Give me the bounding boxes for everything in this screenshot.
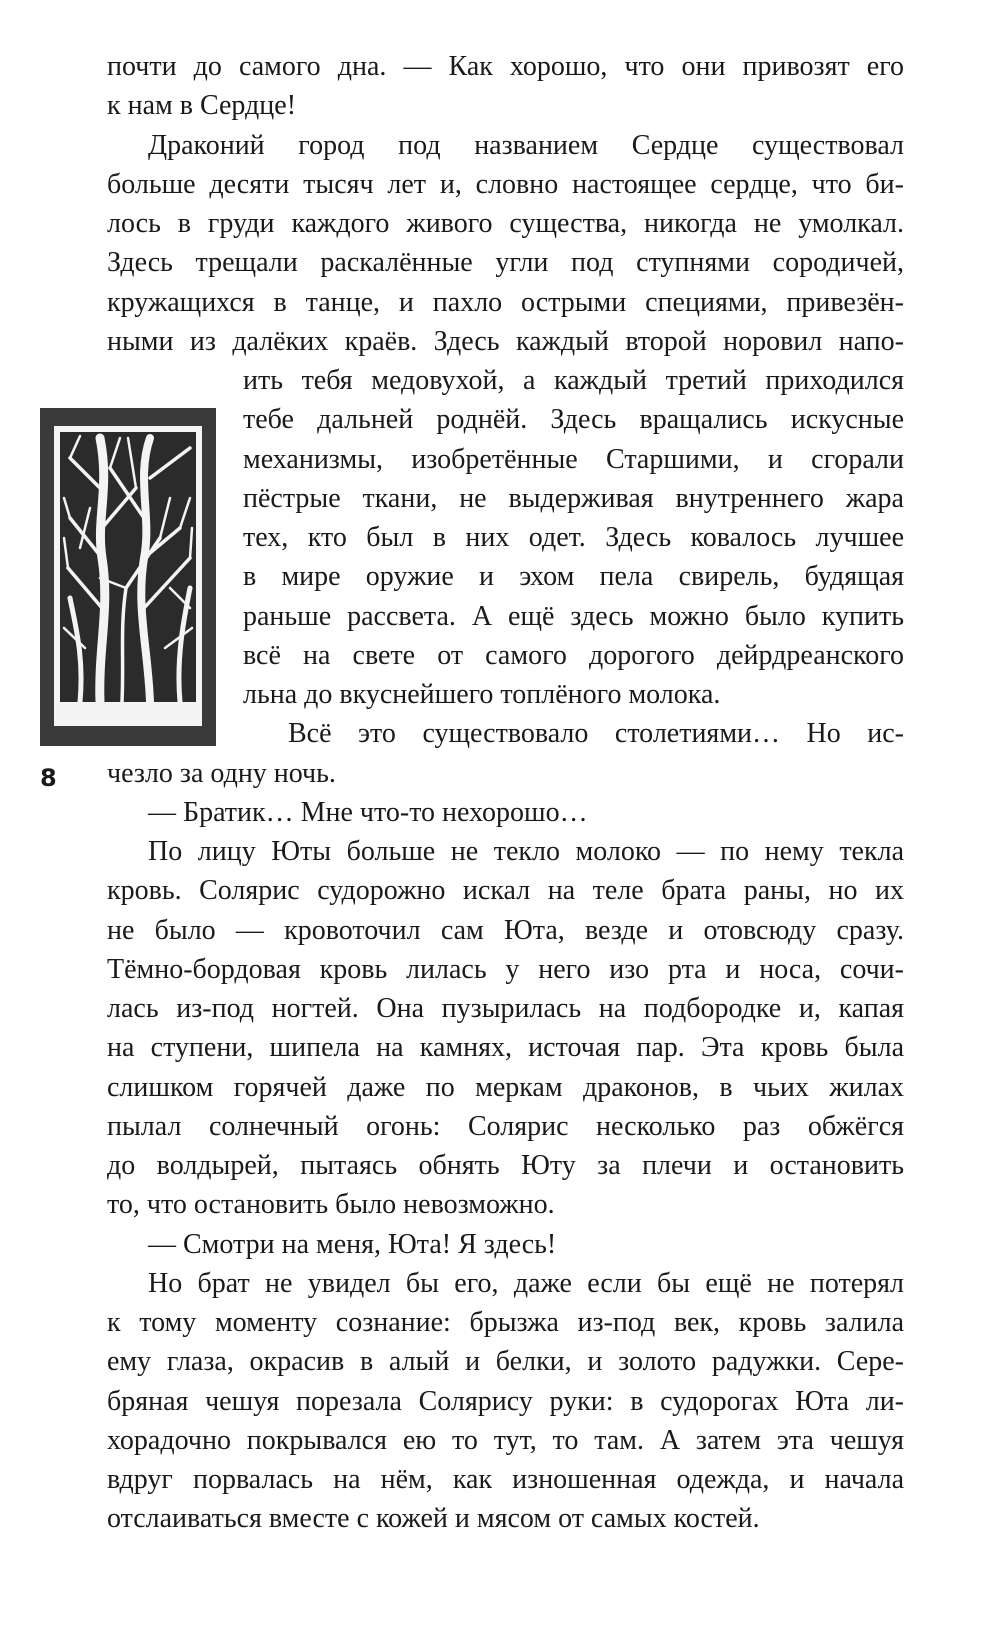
text-line [107,1185,904,1224]
text-line-content: По лицу Юты больше не текло молоко — по нему текла [148,836,904,867]
text-line-content: то, что остановить было невозможно. [107,1189,555,1221]
text-line-content: к нам в Сердце! [107,90,297,122]
text-line [107,400,904,439]
text-line-content: на ступени, шипела на камнях, источая пар. Эта кровь была [107,1032,904,1064]
text-line [107,1225,904,1264]
text-line [107,832,904,871]
text-line-content: Но брат не увидел бы его, даже если бы ещё не потерял [148,1267,904,1299]
text-line [107,1499,904,1538]
text-line [107,204,904,243]
text-line [107,518,904,557]
text-line-content: лась из-под ногтей. Она пузырилась на подбородке и, капая [107,993,904,1024]
text-line-content: ему глаза, окрасив в алый и белки, и золото радужки. Сере- [107,1346,904,1378]
text-line [107,793,904,832]
text-line [107,911,904,950]
text-line-content: раньше рассвета. А ещё здесь можно было купить [243,600,904,632]
text-line [107,1342,904,1381]
text-line-content: Здесь трещали раскалённые угли под ступнями сородичей, [107,247,904,279]
text-line-content: отслаиваться вместе с кожей и мясом от самых костей. [107,1503,760,1535]
text-line-content: всё на свете от самого дорогого дейрдреанского [243,639,904,671]
text-line-content: ить тебя медовухой, а каждый третий приходился [243,365,904,396]
text-line [107,871,904,910]
text-line [107,322,904,361]
text-line-content: слишком горячей даже по меркам драконов, в чьих жилах [107,1071,904,1103]
text-line [107,950,904,989]
text-line-content: хорадочно покрывался ею то тут, то там. А затем эта чешуя [107,1424,904,1456]
text-line [107,597,904,636]
text-line [107,754,904,793]
text-line-content: — Смотри на меня, Юта! Я здесь! [148,1228,557,1260]
text-line [107,1028,904,1067]
text-line-content: вдруг порвалась на нём, как изношенная одежда, и начала [107,1464,904,1495]
text-line-content: не было — кровоточил сам Юта, везде и отовсюду сразу. [107,914,904,946]
text-line [107,86,904,125]
text-line-content: тебе дальней роднёй. Здесь вращались искусные [243,404,904,436]
text-line [107,440,904,479]
text-line-content: Тёмно-бордовая кровь лилась у него изо рта и носа, сочи- [107,953,904,985]
text-line [107,47,904,86]
text-line [107,714,904,753]
text-line-content: почти до самого дна. — Как хорошо, что они привозят его [107,51,904,82]
text-line-content: пылал солнечный огонь: Солярис несколько раз обжёгся [107,1110,904,1142]
text-line-content: к тому моменту сознание: брызжа из-под век, кровь залила [107,1307,904,1338]
text-line [107,1107,904,1146]
text-line [107,361,904,400]
page-number: 8 [40,764,57,792]
text-line-content: кровь. Солярис судорожно искал на теле брата раны, но их [107,875,904,907]
text-line [107,479,904,518]
text-line-content: льна до вкуснейшего топлёного молока. [243,679,721,710]
text-line-content: механизмы, изобретённые Старшими, и сгорали [243,443,904,475]
tree-ornament-image [40,408,216,746]
text-line [107,557,904,596]
text-line-content: чезло за одну ночь. [107,757,336,789]
text-line-content: пёстрые ткани, не выдерживая внутреннего жара [243,482,904,514]
text-line [107,1068,904,1107]
text-line [107,1146,904,1185]
text-line-content: до волдырей, пытаясь обнять Юту за плечи и остановить [107,1150,904,1181]
text-line [107,1421,904,1460]
text-line-content: больше десяти тысяч лет и, словно настоящее сердце, что би- [107,168,904,200]
text-line [107,283,904,322]
text-line-content: бряная чешуя порезала Солярису руки: в судорогах Юта ли- [107,1385,904,1417]
text-line [107,675,904,714]
text-line-content: Драконий город под названием Сердце существовал [148,129,904,161]
text-line [107,1382,904,1421]
text-line [107,989,904,1028]
text-line-content: кружащихся в танце, и пахло острыми специями, привезён- [107,286,904,318]
text-line [107,165,904,204]
text-line [107,1303,904,1342]
text-line-content: тех, кто был в них одет. Здесь ковалось лучшее [243,522,904,553]
text-line [107,1460,904,1499]
text-line [107,126,904,165]
text-line [107,1264,904,1303]
text-line-content: лось в груди каждого живого существа, никогда не умолкал. [107,208,904,239]
text-line-content: — Братик… Мне что-то нехорошо… [148,796,588,828]
text-line [107,243,904,282]
text-line-content: ными из далёких краёв. Здесь каждый второй норовил напо- [107,325,904,357]
body-text [107,47,904,1539]
text-line-content: в мире оружие и эхом пела свирель, будящая [243,561,904,593]
text-line-content: Всё это существовало столетиями… Но ис- [288,718,904,750]
text-line [107,636,904,675]
